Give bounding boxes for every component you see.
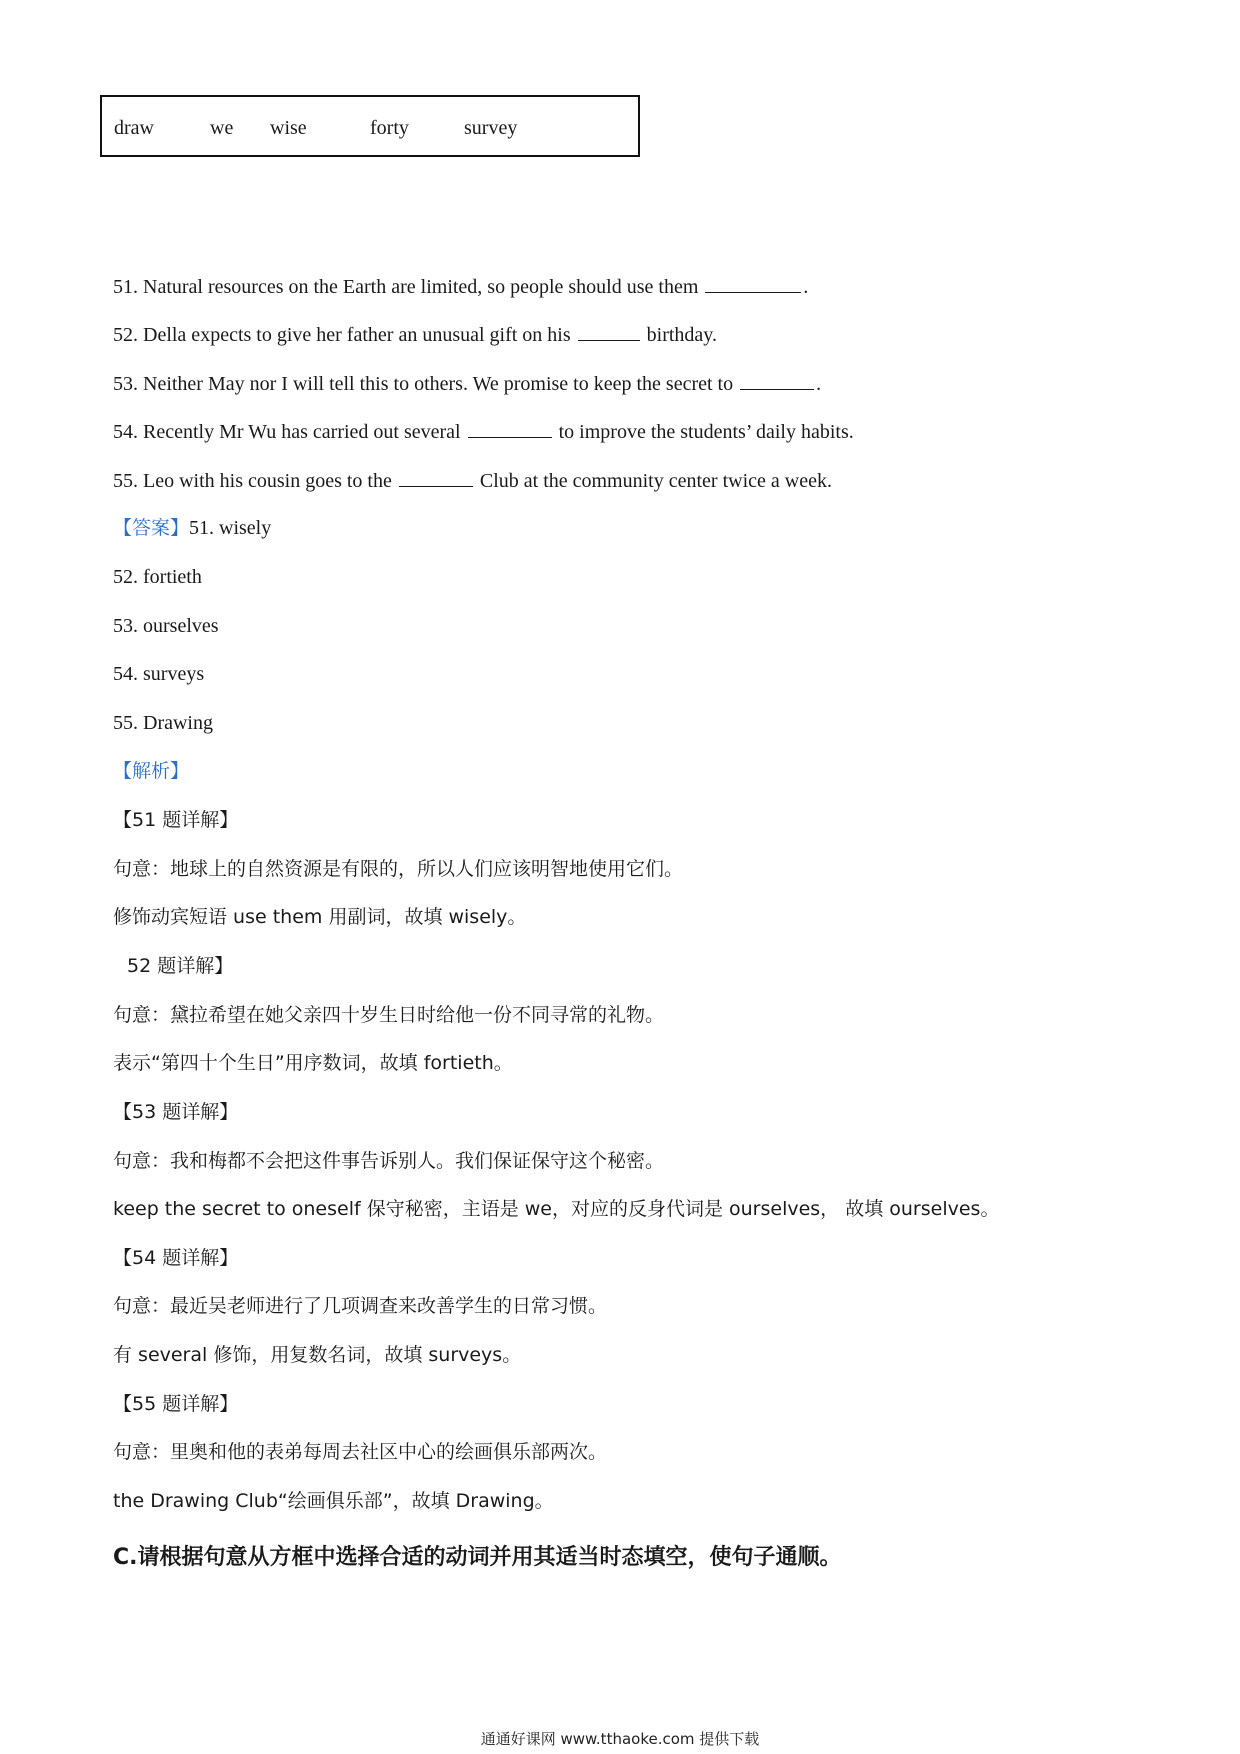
explanation-title: 【54 题详解】 [113, 1247, 239, 1269]
word-box-item: draw [114, 117, 154, 139]
answer-blank [468, 419, 552, 438]
explanation-meaning: 句意：黛拉希望在她父亲四十岁生日时给他一份不同寻常的礼物。 [113, 1004, 665, 1026]
answer-line: 55. Drawing [113, 712, 213, 734]
explanation-detail: keep the secret to oneself 保守秘密，主语是 we，对应的反身代词是 ourselves， 故填 ourselves。 [113, 1198, 1000, 1220]
question-53: 53. Neither May nor I will tell this to others. We promise to keep the secret to . [113, 373, 822, 395]
answer-line: 52. fortieth [113, 566, 202, 588]
word-box-item: survey [464, 117, 518, 139]
explanation-detail: 有 several 修饰，用复数名词，故填 surveys。 [113, 1344, 522, 1366]
answer-blank [578, 322, 640, 341]
word-box-item: forty [370, 117, 409, 139]
word-box-item: we [210, 117, 234, 139]
question-55: 55. Leo with his cousin goes to the Club at the community center twice a week. [113, 470, 832, 492]
section-c-heading: C.请根据句意从方框中选择合适的动词并用其适当时态填空，使句子通顺。 [113, 1545, 842, 1570]
explanation-detail: 修饰动宾短语 use them 用副词，故填 wisely。 [113, 906, 527, 928]
explanation-meaning: 句意：地球上的自然资源是有限的，所以人们应该明智地使用它们。 [113, 858, 684, 880]
answer-blank [740, 371, 814, 390]
explanation-detail: 表示“第四十个生日”用序数词，故填 fortieth。 [113, 1052, 513, 1074]
question-51: 51. Natural resources on the Earth are limited, so people should use them . [113, 276, 809, 298]
analysis-label: 【解析】 [113, 760, 190, 782]
answer-blank [399, 468, 473, 487]
explanation-title: 【53 题详解】 [113, 1101, 239, 1123]
answer-line: 【答案】51. wisely [113, 517, 272, 539]
explanation-title: 【55 题详解】 [113, 1393, 239, 1415]
explanation-title: 52 题详解】 [127, 955, 234, 977]
answer-label: 【答案】 [113, 517, 190, 539]
explanation-detail: the Drawing Club“绘画俱乐部”，故填 Drawing。 [113, 1490, 554, 1512]
answer-line: 54. surveys [113, 663, 205, 685]
explanation-meaning: 句意：最近吴老师进行了几项调查来改善学生的日常习惯。 [113, 1295, 608, 1317]
word-box [100, 95, 640, 157]
page-footer: 通通好课网 www.tthaoke.com 提供下载 [480, 1730, 760, 1748]
explanation-meaning: 句意：里奥和他的表弟每周去社区中心的绘画俱乐部两次。 [113, 1441, 608, 1463]
explanation-title: 【51 题详解】 [113, 809, 239, 831]
question-52: 52. Della expects to give her father an unusual gift on his birthday. [113, 324, 718, 346]
answer-line: 53. ourselves [113, 615, 219, 637]
question-54: 54. Recently Mr Wu has carried out several to improve the students’ daily habits. [113, 421, 854, 443]
answer-blank [705, 274, 801, 293]
explanation-meaning: 句意：我和梅都不会把这件事告诉别人。我们保证保守这个秘密。 [113, 1150, 665, 1172]
word-box-item: wise [270, 117, 307, 139]
